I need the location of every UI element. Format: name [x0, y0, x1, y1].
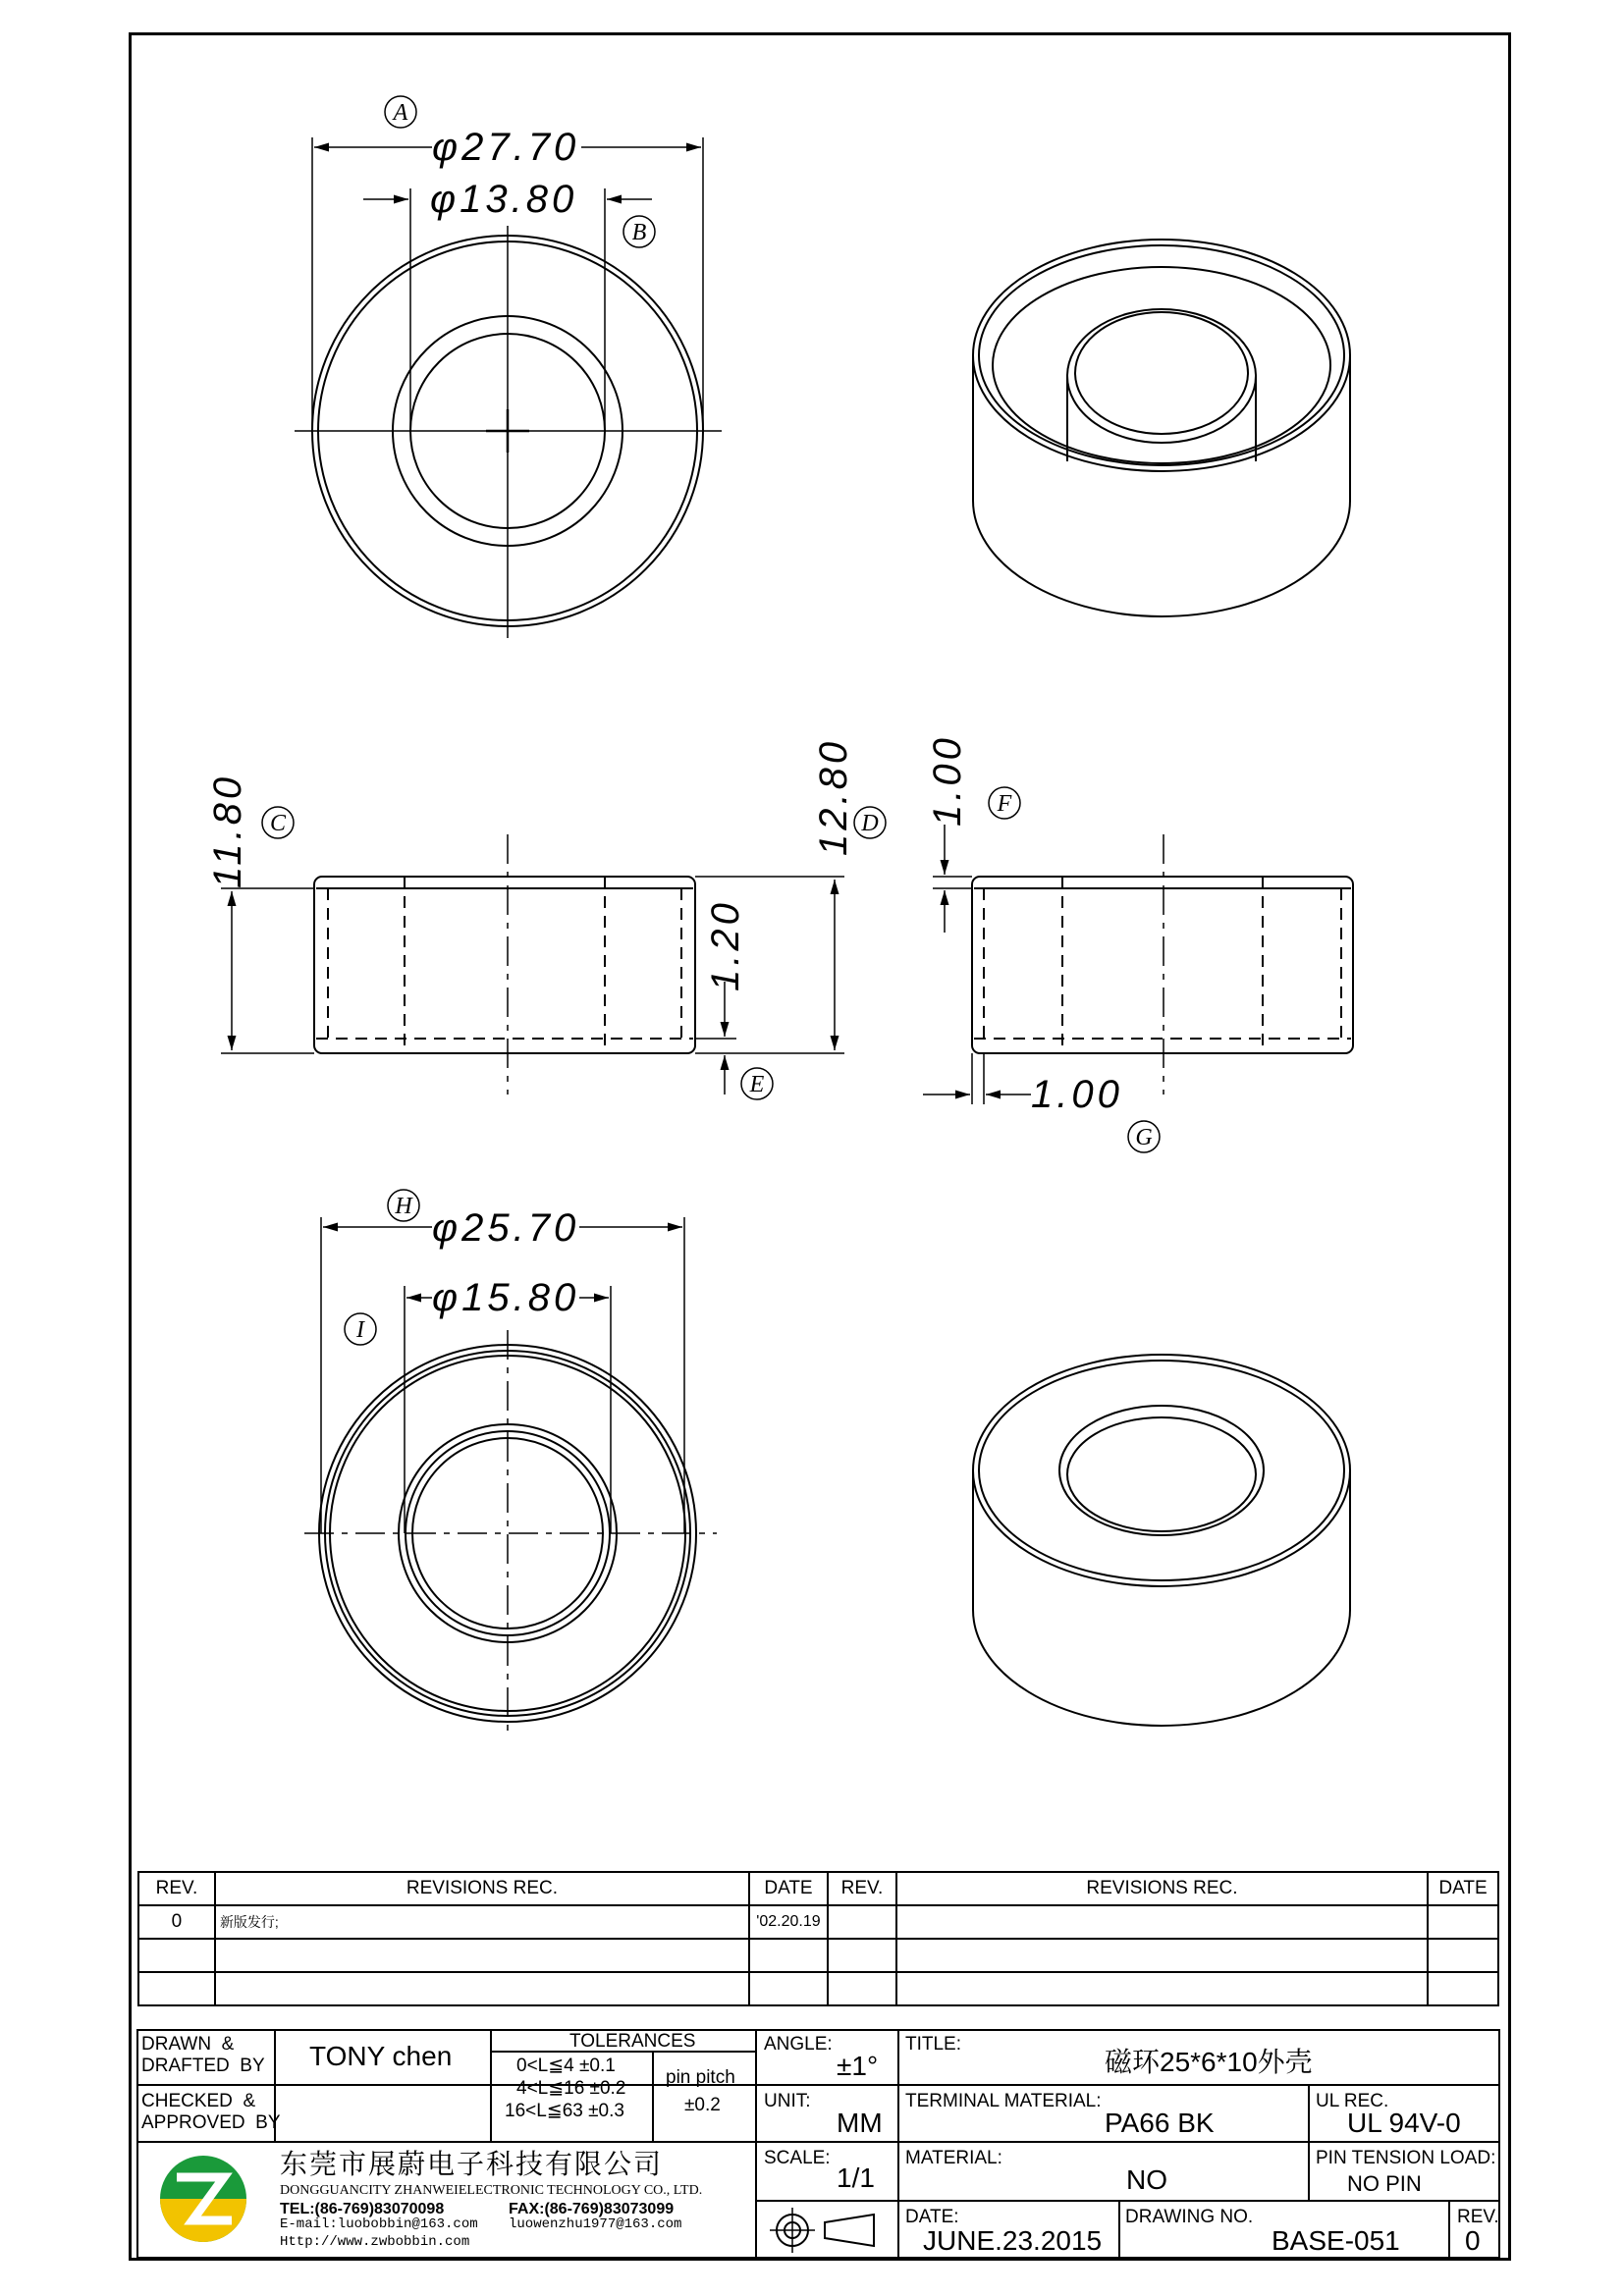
dim-f-value: 1.00	[926, 734, 969, 827]
pin-pitch-value: ±0.2	[684, 2095, 721, 2115]
callout-d: D	[861, 811, 879, 836]
unit-label: UNIT:	[764, 2091, 811, 2111]
rev-header-2: REV.	[828, 1872, 896, 1905]
scale-label: SCALE:	[764, 2148, 831, 2168]
dim-a-value: φ27.70	[432, 126, 580, 169]
callout-f: F	[997, 791, 1012, 817]
callout-h: H	[395, 1194, 412, 1219]
dim-d-value: 12.80	[812, 737, 855, 856]
drawn-value: TONY chen	[309, 2041, 453, 2071]
material-value: NO	[1126, 2164, 1167, 2195]
dim-g-value: 1.00	[1031, 1073, 1123, 1116]
callout-c: C	[269, 811, 287, 836]
ul-value: UL 94V-0	[1347, 2108, 1461, 2138]
company-web: Http://www.zwbobbin.com	[280, 2234, 470, 2250]
dim-e-value: 1.20	[704, 899, 747, 991]
table-row	[138, 1905, 1498, 1939]
revisions-header-2: REVISIONS REC.	[896, 1872, 1428, 1905]
scale-value: 1/1	[837, 2163, 875, 2193]
side-view-left	[221, 834, 844, 1095]
drawing-no-value: BASE-051	[1272, 2225, 1400, 2256]
iso-view-open	[973, 240, 1350, 616]
revisions-header: REVISIONS REC.	[215, 1872, 749, 1905]
callout-a: A	[393, 100, 408, 126]
terminal-label: TERMINAL MATERIAL:	[905, 2091, 1102, 2111]
rev-label: REV.	[1457, 2207, 1499, 2227]
ul-label: UL REC.	[1316, 2091, 1389, 2111]
drawing-no-label: DRAWING NO.	[1125, 2207, 1254, 2227]
drawn-label: DRAWN & DRAFTED BY	[141, 2034, 265, 2076]
pin-pitch-label: pin pitch	[666, 2067, 735, 2088]
tol-row-3: 16<L≦63 ±0.3	[505, 2101, 624, 2121]
rev-value: 0	[1465, 2225, 1481, 2256]
company-tel: TEL:(86-769)83070098	[280, 2201, 445, 2217]
pin-tension-value: NO PIN	[1347, 2171, 1422, 2196]
dim-h-value: φ25.70	[432, 1206, 580, 1250]
callout-i: I	[356, 1317, 364, 1343]
iso-view-closed	[973, 1355, 1350, 1726]
pin-tension-label: PIN TENSION LOAD:	[1316, 2148, 1496, 2168]
tolerances-label: TOLERANCES	[569, 2031, 696, 2052]
unit-value: MM	[837, 2108, 883, 2138]
company-email: E-mail:luobobbin@163.com	[280, 2216, 478, 2232]
date-cell: '02.20.19	[749, 1905, 828, 1939]
rev-header: REV.	[138, 1872, 215, 1905]
material-label: MATERIAL:	[905, 2148, 1002, 2168]
callout-b: B	[631, 220, 647, 245]
date-header-2: DATE	[1428, 1872, 1498, 1905]
dim-i-value: φ15.80	[432, 1276, 580, 1319]
dim-c-value: 11.80	[206, 773, 249, 888]
rev-cell: 0	[138, 1905, 215, 1939]
side-view-right	[923, 825, 1353, 1104]
terminal-value: PA66 BK	[1105, 2108, 1215, 2138]
company-name-cn: 东莞市展蔚电子科技有限公司	[280, 2149, 664, 2179]
date-header: DATE	[749, 1872, 828, 1905]
company-email-2: luowenzhu1977@163.com	[509, 2216, 682, 2232]
rec-cell: 新版发行;	[215, 1905, 749, 1939]
title-value: 磁环25*6*10外壳	[1105, 2047, 1313, 2077]
tol-row-2: 4<L≦16 ±0.2	[516, 2078, 626, 2099]
title-label: TITLE:	[905, 2034, 962, 2055]
table-row	[138, 1939, 1498, 1972]
angle-label: ANGLE:	[764, 2034, 833, 2055]
date-label: DATE:	[905, 2207, 959, 2227]
checked-label: CHECKED & APPROVED BY	[141, 2091, 281, 2133]
dim-b-value: φ13.80	[430, 178, 578, 221]
company-fax: FAX:(86-769)83073099	[509, 2201, 675, 2217]
angle-value: ±1°	[837, 2051, 879, 2081]
company-logo	[160, 2156, 246, 2242]
callout-e: E	[749, 1072, 765, 1097]
table-row	[138, 1972, 1498, 2005]
tol-row-1: 0<L≦4 ±0.1	[516, 2056, 616, 2076]
revisions-table	[137, 1871, 1499, 2006]
callout-g: G	[1135, 1125, 1153, 1150]
company-name-en: DONGGUANCITY ZHANWEIELECTRONIC TECHNOLOGY CO., LTD.	[280, 2183, 703, 2198]
date-value: JUNE.23.2015	[923, 2225, 1103, 2256]
